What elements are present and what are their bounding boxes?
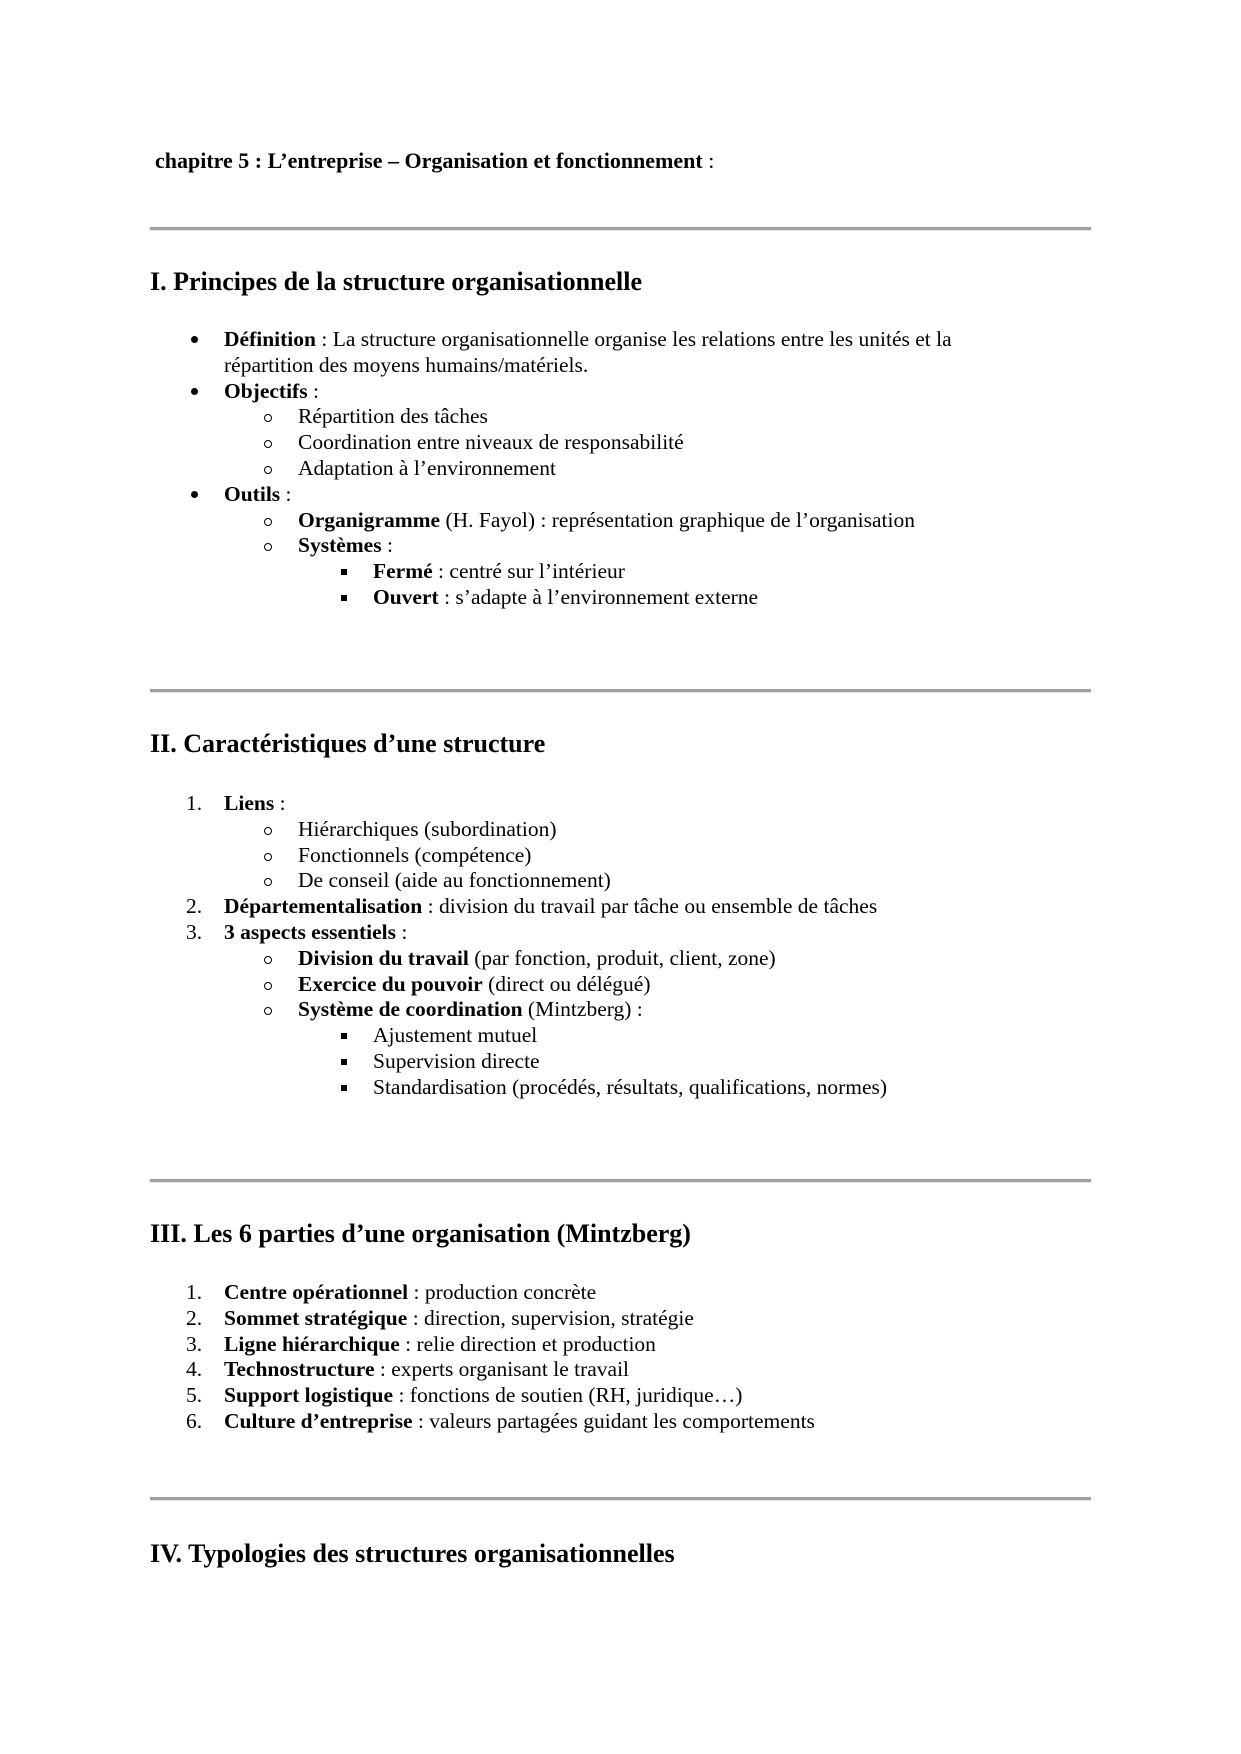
section-heading-3: III. Les 6 parties d’une organisation (Mintzberg) — [150, 1219, 691, 1248]
list-item — [373, 1073, 887, 1102]
list-item — [224, 1278, 596, 1307]
list-item-text: De conseil (aide au fonctionnement) — [298, 868, 611, 893]
section-heading-1: I. Principes de la structure organisationnelle — [150, 267, 643, 296]
list-item — [298, 970, 650, 999]
list-item — [373, 1021, 537, 1050]
bullet-square-icon — [341, 1059, 347, 1065]
list-item — [298, 815, 557, 844]
list-item — [224, 480, 292, 509]
list-item — [224, 1381, 742, 1410]
list-item — [298, 454, 556, 483]
list-item-text: Standardisation (procédés, résultats, qualifications, normes) — [373, 1074, 888, 1099]
bullet-disc-icon — [191, 491, 198, 498]
list-item — [373, 1047, 540, 1076]
list-item-term: Exercice du pouvoir — [298, 971, 483, 996]
bullet-circle-icon — [264, 853, 272, 861]
list-item-text: : — [307, 378, 319, 403]
list-item-text: : valeurs partagées guidant les comportements — [412, 1409, 815, 1433]
list-number: 1. — [186, 791, 203, 815]
bullet-circle-icon — [264, 466, 272, 474]
list-item — [298, 506, 915, 535]
list-item-term: Sommet stratégique — [224, 1305, 408, 1330]
list-number: 3. — [186, 1331, 203, 1356]
bullet-circle-icon — [264, 1007, 272, 1015]
list-item-text: Supervision directe — [373, 1049, 540, 1073]
horizontal-rule — [150, 689, 1091, 693]
document-title — [155, 147, 714, 175]
bullet-disc-icon — [191, 388, 198, 395]
list-item — [373, 583, 758, 612]
list-item-text: (Mintzberg) : — [522, 997, 643, 1022]
list-item — [224, 351, 588, 380]
list-item-text: : division du travail par tâche ou ensemble de tâches — [422, 894, 878, 919]
list-item-term: Outils — [224, 481, 281, 506]
bullet-square-icon — [341, 569, 347, 575]
bullet-square-icon — [341, 1085, 347, 1091]
horizontal-rule — [150, 227, 1091, 231]
list-item-term: 3 aspects essentiels — [224, 920, 396, 944]
list-item-text: (H. Fayol) : représentation graphique de l’organisation — [440, 507, 915, 532]
list-item-term: Systèmes — [298, 533, 382, 558]
list-item-text: (direct ou délégué) — [482, 971, 651, 996]
bullet-circle-icon — [264, 956, 272, 964]
bullet-circle-icon — [264, 878, 272, 886]
list-item-text: Adaptation à l’environnement — [298, 456, 556, 480]
list-item-text: : — [395, 920, 408, 944]
list-item-text: : direction, supervision, stratégie — [407, 1305, 694, 1330]
bullet-square-icon — [341, 595, 347, 601]
list-number: 2. — [186, 1305, 203, 1330]
list-item-term: Ligne hiérarchique — [224, 1331, 400, 1356]
list-item — [224, 789, 286, 818]
list-item — [298, 841, 531, 870]
list-item — [373, 557, 625, 586]
list-item-text: Ajustement mutuel — [373, 1023, 538, 1048]
list-item — [224, 918, 407, 947]
list-item — [224, 377, 319, 406]
list-item-term: Division du travail — [298, 945, 469, 970]
section-heading-4: IV. Typologies des structures organisationnelles — [150, 1539, 675, 1568]
list-item-text: Répartition des tâches — [298, 404, 488, 429]
list-item — [298, 428, 684, 457]
list-item-text: : centré sur l’intérieur — [432, 559, 625, 584]
list-item — [224, 325, 952, 354]
bullet-circle-icon — [264, 518, 272, 526]
list-item-text: : s’adapte à l’environnement externe — [438, 585, 759, 609]
list-item-text: : — [274, 791, 286, 815]
list-item-term: Système de coordination — [298, 997, 523, 1022]
list-item-term: Culture d’entreprise — [224, 1409, 413, 1433]
bullet-circle-icon — [264, 827, 272, 835]
list-item — [224, 1355, 629, 1384]
list-item-text: Fonctionnels (compétence) — [298, 842, 532, 867]
list-item — [298, 866, 611, 895]
list-item-term: Centre opérationnel — [224, 1280, 409, 1304]
list-number: 5. — [186, 1383, 203, 1408]
list-item-text: : fonctions de soutien (RH, juridique…) — [393, 1383, 743, 1408]
bullet-square-icon — [341, 1033, 347, 1039]
bullet-circle-icon — [264, 543, 272, 551]
bullet-circle-icon — [264, 982, 272, 990]
list-item-term: Objectifs — [224, 378, 308, 403]
bullet-circle-icon — [264, 414, 272, 422]
list-item — [224, 1407, 815, 1436]
list-item-term: Départementalisation — [224, 894, 423, 919]
list-number: 3. — [186, 920, 203, 944]
list-item-text: : — [280, 481, 292, 506]
list-item-term: Fermé — [373, 559, 433, 584]
section-heading-2: II. Caractéristiques d’une structure — [150, 729, 546, 758]
list-item-text: (par fonction, produit, client, zone) — [468, 945, 776, 970]
list-item — [298, 531, 393, 560]
list-item-text: : La structure organisationnelle organise les relations entre les unités et la — [315, 327, 952, 351]
list-item-text: Coordination entre niveaux de responsabilité — [298, 430, 684, 455]
list-item-text: : relie direction et production — [399, 1331, 656, 1356]
list-item — [224, 1304, 694, 1333]
list-item — [298, 995, 643, 1024]
horizontal-rule — [150, 1497, 1091, 1501]
list-item-term: Technostructure — [224, 1357, 375, 1382]
list-item-text: Hiérarchiques (subordination) — [298, 816, 557, 841]
list-item — [298, 402, 488, 431]
document-title-suffix: : — [702, 148, 715, 173]
horizontal-rule — [150, 1179, 1091, 1183]
list-item-text: : production concrète — [408, 1280, 597, 1304]
list-number: 2. — [186, 894, 203, 919]
list-item-term: Support logistique — [224, 1383, 394, 1408]
bullet-circle-icon — [264, 440, 272, 448]
list-item — [224, 1330, 656, 1359]
document-title-bold: chapitre 5 : L’entreprise – Organisation et fonctionnement — [155, 148, 703, 173]
list-number: 1. — [186, 1280, 203, 1304]
list-number: 6. — [186, 1409, 203, 1433]
list-item-term: Organigramme — [298, 507, 441, 532]
list-item — [298, 944, 776, 973]
bullet-disc-icon — [191, 336, 198, 343]
list-item-text: répartition des moyens humains/matériels. — [224, 352, 589, 377]
list-item-text: : — [381, 533, 393, 558]
list-item — [224, 892, 877, 921]
list-item-term: Ouvert — [373, 585, 439, 609]
list-item-text: : experts organisant le travail — [374, 1357, 630, 1382]
list-item-term: Définition — [224, 327, 316, 351]
list-number: 4. — [186, 1357, 203, 1382]
list-item-term: Liens — [224, 791, 275, 815]
